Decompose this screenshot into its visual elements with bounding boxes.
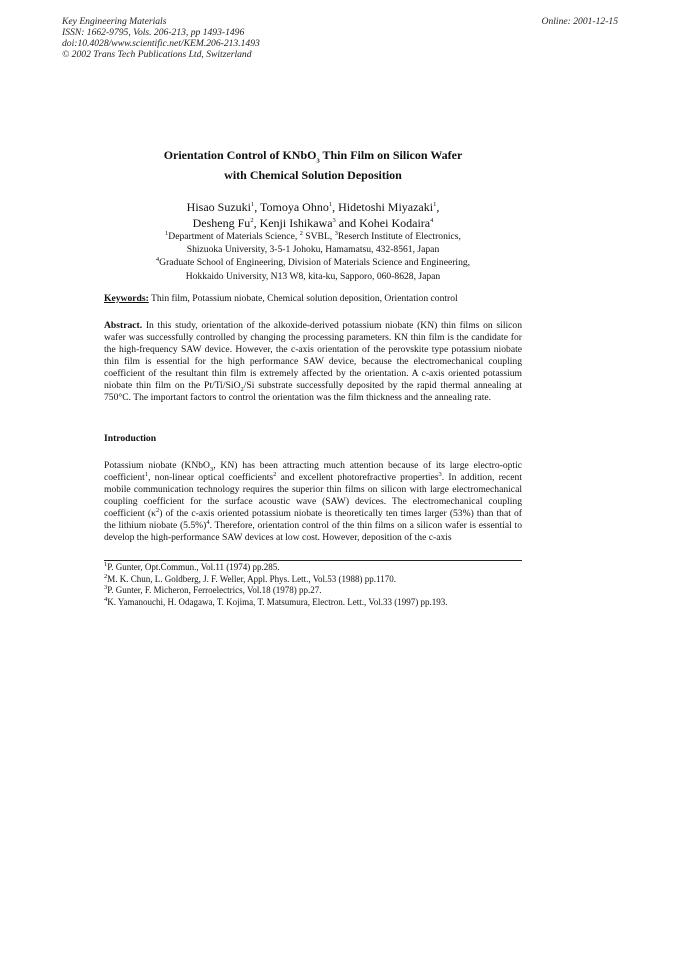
- keywords-label: Keywords:: [104, 293, 149, 304]
- footnotes: [104, 562, 522, 608]
- footnote-1: $^1$P. Gunter, Opt.Commun., Vol.11 (1974) pp.285.: [104, 561, 280, 572]
- affiliations: [104, 230, 522, 283]
- title-line-2: with Chemical Solution Deposition: [224, 168, 402, 182]
- author-list: [104, 199, 522, 231]
- affiliation-line-1: $^1$Department of Materials Science, $^2$ SVBL, $^3$Reserch Institute of Electronics,: [165, 229, 461, 242]
- abstract: Abstract. In this study, orientation of the alkoxide-derived potassium niobate (KN) thin films on silicon wafer was successfully controlled by changing the processing parameters. KN thin film is the candidate for the high-frequency SAW device. However, the c-axis orientation of the perovskite type potassium niobate thin film is essential for the high performance SAW device, because the electromechanical coupling coefficient of the resultant thin film is extremely affected by the orientation. A c-axis oriented potassium niobate thin film on the Pt/Ti/SiO$_2$/Si substrate successfully deposited by the rapid thermal annealing at 750°C. The important factors to control the orientation was the film thickness and the annealing rate.: [104, 320, 522, 404]
- journal-header: [62, 16, 260, 60]
- keywords-text: Thin film, Potassium niobate, Chemical solution deposition, Orientation control: [148, 293, 458, 304]
- copyright-line: © 2002 Trans Tech Publications Ltd, Switzerland: [62, 49, 252, 60]
- affiliation-line-4: Hokkaido University, N13 W8, kita-ku, Sapporo, 060-8628, Japan: [185, 270, 441, 282]
- footnote-3: $^3$P. Gunter, F. Micheron, Ferroelectrics, Vol.18 (1978) pp.27.: [104, 584, 322, 596]
- introduction-heading: Introduction: [104, 433, 157, 444]
- journal-name: Key Engineering Materials: [62, 16, 167, 27]
- author-line-2: Desheng Fu$^2$, Kenji Ishikawa$^3$ and Kohei Kodaira$^4$: [192, 216, 434, 230]
- footnote-2: $^2$M. K. Chun, L. Goldberg, J. F. Weller, Appl. Phys. Lett., Vol.53 (1988) pp.1170.: [104, 572, 396, 584]
- abstract-label: Abstract.: [104, 320, 143, 331]
- issn-line: ISSN: 1662-9795, Vols. 206-213, pp 1493-1496: [62, 27, 245, 38]
- author-line-1: Hisao Suzuki$^1$, Tomoya Ohno$^1$, Hidetoshi Miyazaki$^1$,: [186, 200, 440, 214]
- footnote-4: $^4$K. Yamanouchi, H. Odagawa, T. Kojima, T. Matsumura, Electron. Lett., Vol.33 (1997) pp.193.: [104, 595, 448, 607]
- footnote-divider: [104, 560, 522, 561]
- keywords: [104, 293, 522, 305]
- paper-title: [104, 145, 522, 185]
- title-line-1: Orientation Control of KNbO$_3$ Thin Film on Silicon Wafer: [163, 148, 463, 165]
- doi-line: doi:10.4028/www.scientific.net/KEM.206-213.1493: [62, 38, 260, 49]
- affiliation-line-3: $^4$Graduate School of Engineering, Division of Materials Science and Engineering,: [155, 256, 471, 269]
- introduction-paragraph: Potassium niobate (KNbO$_3$, KN) has been attracting much attention because of its large electro-optic coefficient$^1$, non-linear optical coefficients$^2$ and excellent photorefractive properties$^3$. In addition, recent mobile communication technology requires the superior thin films on silicon with large electromechanical coupling coefficient for the surface acoustic wave (SAW) devices. The electromechanical coupling coefficient $(\kappa^2)$ of the c-axis oriented potassium niobate is theoretically ten times larger (53%) than that of the lithium niobate $(5.5\%)^4$. Therefore, orientation control of the thin films on a silicon wafer is essential to develop the high-performance SAW devices at low cost. However, deposition of the c-axis: [104, 460, 522, 544]
- online-date: Online: 2001-12-15: [541, 16, 618, 27]
- affiliation-line-2: Shizuoka University, 3-5-1 Johoku, Hamamatsu, 432-8561, Japan: [186, 244, 440, 256]
